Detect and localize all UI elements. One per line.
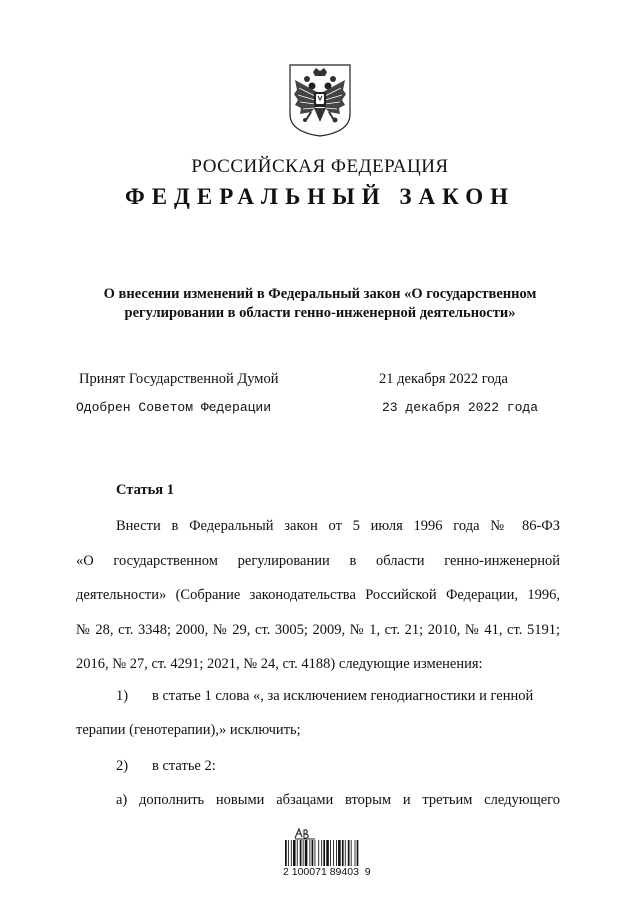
paragraph-line: деятельности» (Собрание законодательства Российской Федерации, 1996,	[76, 587, 560, 603]
federation-heading: РОССИЙСКАЯ ФЕДЕРАЦИЯ	[191, 156, 449, 177]
barcode-icon	[285, 840, 375, 866]
council-approval-date: 23 декабря 2022 года	[382, 400, 539, 415]
registration-mark-icon	[293, 826, 317, 840]
item-2-text: в статье 2:	[152, 758, 216, 774]
item-1-text-line-2: терапии (генотерапии),» исключить;	[76, 722, 301, 738]
paragraph-line: Внести в Федеральный закон от 5 июля 1996 года № 86-ФЗ	[116, 518, 560, 534]
article-1-intro-paragraph	[76, 509, 560, 682]
item-2-number: 2)	[116, 758, 129, 774]
document-title-line-2: регулировании в области генно-инженерной деятельности»	[124, 305, 516, 321]
paragraph-line: № 28, ст. 3348; 2000, № 29, ст. 3005; 2009, № 1, ст. 21; 2010, № 41, ст. 5191;	[76, 621, 560, 638]
paragraph-line: 2016, № 27, ст. 4291; 2021, № 24, ст. 4188) следующие изменения:	[76, 656, 483, 672]
item-1-number: 1)	[116, 688, 129, 704]
law-type-heading: ФЕДЕРАЛЬНЫЙ ЗАКОН	[124, 184, 516, 209]
item-1-text-line-1: в статье 1 слова «, за исключением генодиагностики и генной	[152, 688, 534, 704]
coat-of-arms-emblem	[287, 62, 353, 138]
council-approval-label: Одобрен Советом Федерации	[76, 400, 272, 415]
duma-adoption-date: 21 декабря 2022 года	[379, 371, 508, 387]
duma-adoption-label: Принят Государственной Думой	[79, 371, 279, 387]
document-title-line-1: О внесении изменений в Федеральный закон «О государственном	[103, 286, 537, 302]
document-title	[60, 285, 580, 323]
barcode-number: 2 100071 89403 9	[283, 866, 371, 878]
paragraph-line: «О государственном регулировании в области генно-инженерной	[76, 552, 560, 569]
article-1-heading: Статья 1	[116, 482, 174, 498]
subitem-a-text: а) дополнить новыми абзацами вторым и третьим следующего	[116, 792, 560, 808]
